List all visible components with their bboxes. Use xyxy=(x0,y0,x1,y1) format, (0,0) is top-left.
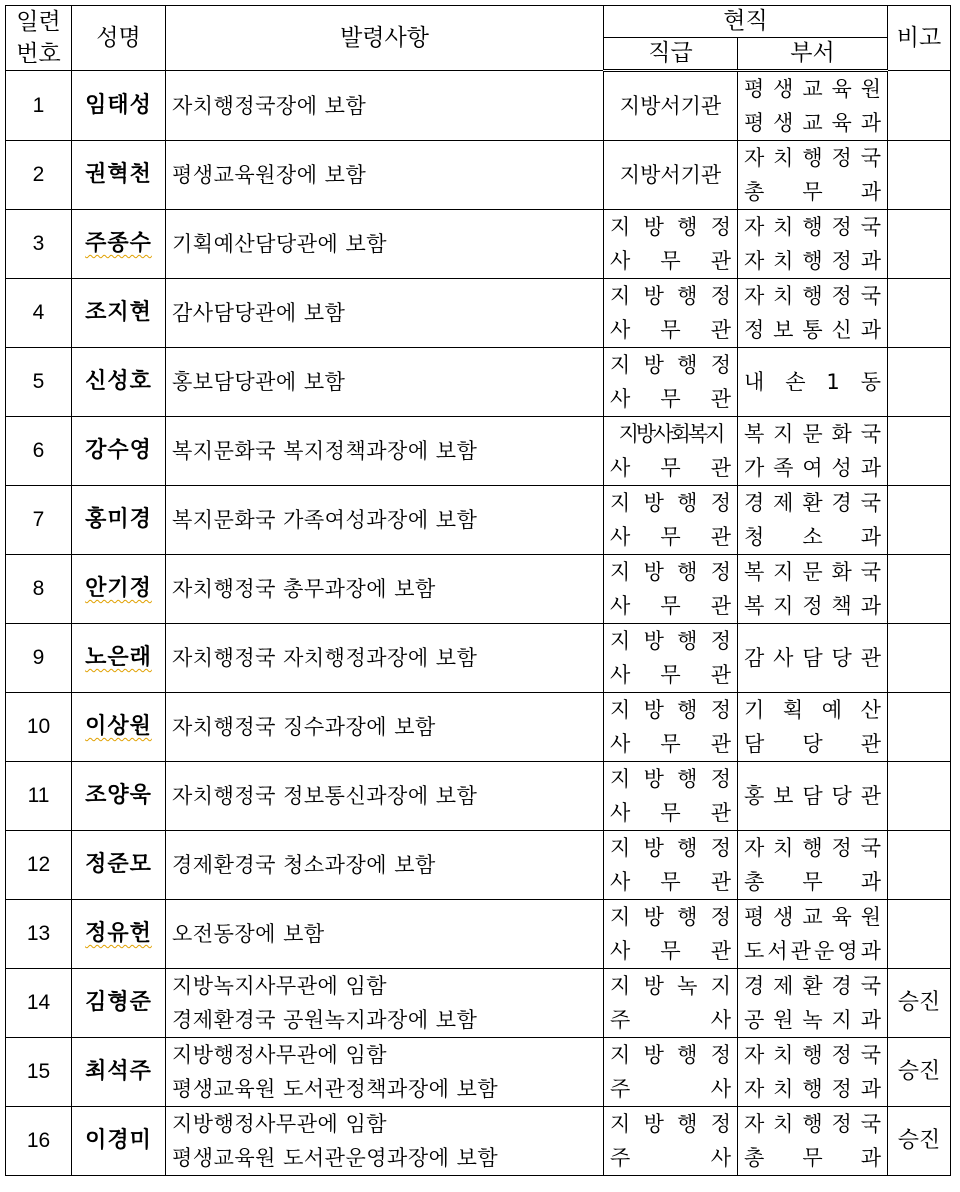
person-name-text: 홍미경 xyxy=(85,507,152,532)
current-rank-line: 지방사회복지 xyxy=(618,422,723,446)
current-rank-line: 주 사 xyxy=(610,1146,731,1170)
appointment-order-line: 지방행정사무관에 임함 xyxy=(172,1043,388,1067)
current-department xyxy=(738,486,888,555)
current-rank xyxy=(604,762,738,831)
appointment-order xyxy=(166,71,604,141)
person-name xyxy=(72,900,166,969)
table-row xyxy=(6,71,951,141)
serial-number: 10 xyxy=(6,693,72,762)
current-department-line: 자 치 행 정 국 xyxy=(744,146,881,170)
current-department xyxy=(738,141,888,210)
current-department-line: 복 지 정 책 과 xyxy=(744,594,881,618)
table-row xyxy=(6,762,951,831)
person-name xyxy=(72,969,166,1038)
remarks xyxy=(888,624,951,693)
appointment-order-line: 지방행정사무관에 임함 xyxy=(172,1112,388,1136)
appointment-order xyxy=(166,831,604,900)
current-department-line: 가 족 여 성 과 xyxy=(744,456,881,480)
current-rank-line: 사 무 관 xyxy=(610,525,731,549)
appointment-order xyxy=(166,279,604,348)
table-row xyxy=(6,348,951,417)
current-department xyxy=(738,831,888,900)
table-body xyxy=(6,71,951,1176)
current-rank-line: 사 무 관 xyxy=(610,594,731,618)
current-department-line: 기 획 예 산 xyxy=(744,698,881,722)
appointment-order-line: 경제환경국 공원녹지과장에 보함 xyxy=(172,1008,478,1032)
table-row xyxy=(6,900,951,969)
appointment-order xyxy=(166,486,604,555)
current-department-line: 공 원 녹 지 과 xyxy=(744,1008,881,1032)
current-department-line: 자 치 행 정 과 xyxy=(744,1077,881,1101)
table-row xyxy=(6,417,951,486)
table-row xyxy=(6,831,951,900)
appointment-order xyxy=(166,1107,604,1176)
current-rank xyxy=(604,279,738,348)
current-department-line: 복 지 문 화 국 xyxy=(744,422,881,446)
current-department-line: 평 생 교 육 원 xyxy=(744,77,881,101)
header-no: 일련 번호 xyxy=(6,6,72,71)
current-rank-line: 지 방 행 정 xyxy=(610,284,731,308)
appointment-order-line: 복지문화국 가족여성과장에 보함 xyxy=(172,508,478,532)
current-department-line: 자 치 행 정 국 xyxy=(744,215,881,239)
person-name-text: 최석주 xyxy=(85,1059,152,1084)
current-department-line: 자 치 행 정 국 xyxy=(744,1043,881,1067)
current-rank-line: 지방서기관 xyxy=(619,94,722,118)
current-rank-line: 사 무 관 xyxy=(610,732,731,756)
table-row xyxy=(6,693,951,762)
current-rank-line: 사 무 관 xyxy=(610,663,731,687)
appointment-order xyxy=(166,969,604,1038)
serial-number: 14 xyxy=(6,969,72,1038)
serial-number: 15 xyxy=(6,1038,72,1107)
person-name-text: 안기정 xyxy=(85,576,152,601)
current-rank-line: 주 사 xyxy=(610,1077,731,1101)
table-row xyxy=(6,279,951,348)
serial-number: 5 xyxy=(6,348,72,417)
current-department-line: 평 생 교 육 과 xyxy=(744,111,881,135)
current-department xyxy=(738,1107,888,1176)
current-department xyxy=(738,693,888,762)
current-rank xyxy=(604,900,738,969)
current-rank xyxy=(604,348,738,417)
current-rank-line: 지 방 행 정 xyxy=(610,629,731,653)
person-name xyxy=(72,279,166,348)
current-rank-line: 지방서기관 xyxy=(619,163,722,187)
current-department-line: 총 무 과 xyxy=(744,180,881,204)
person-name-text: 이경미 xyxy=(85,1128,152,1153)
person-name-text: 조양욱 xyxy=(85,783,152,808)
remarks: 승진 xyxy=(888,1107,951,1176)
appointment-order-line: 자치행정국 총무과장에 보함 xyxy=(172,577,436,601)
person-name xyxy=(72,141,166,210)
remarks xyxy=(888,279,951,348)
current-department-line: 복 지 문 화 국 xyxy=(744,560,881,584)
current-rank-line: 사 무 관 xyxy=(610,801,731,825)
current-rank-line: 지 방 행 정 xyxy=(610,698,731,722)
current-department xyxy=(738,279,888,348)
current-department-line: 자 치 행 정 국 xyxy=(744,836,881,860)
appointment-order-line: 경제환경국 청소과장에 보함 xyxy=(172,853,436,877)
person-name xyxy=(72,831,166,900)
person-name-text: 정유헌 xyxy=(85,921,152,946)
appointment-order xyxy=(166,762,604,831)
current-rank-line: 지 방 행 정 xyxy=(610,353,731,377)
serial-number: 11 xyxy=(6,762,72,831)
appointment-order-line: 평생교육원장에 보함 xyxy=(172,163,367,187)
appointment-order xyxy=(166,417,604,486)
appointment-order-line: 복지문화국 복지정책과장에 보함 xyxy=(172,439,478,463)
serial-number: 8 xyxy=(6,555,72,624)
current-rank xyxy=(604,969,738,1038)
current-rank xyxy=(604,486,738,555)
current-rank xyxy=(604,210,738,279)
current-rank-line: 사 무 관 xyxy=(610,939,731,963)
current-rank xyxy=(604,693,738,762)
current-department-line: 청 소 과 xyxy=(744,525,881,549)
appointment-order-line: 기획예산담당관에 보함 xyxy=(172,232,388,256)
remarks xyxy=(888,210,951,279)
serial-number: 4 xyxy=(6,279,72,348)
person-name-text: 주종수 xyxy=(85,231,152,256)
remarks xyxy=(888,141,951,210)
appointment-order xyxy=(166,900,604,969)
remarks xyxy=(888,71,951,141)
current-department-line: 감 사 담 당 관 xyxy=(744,646,881,670)
serial-number: 13 xyxy=(6,900,72,969)
person-name-text: 권혁천 xyxy=(85,162,152,187)
header-order: 발령사항 xyxy=(166,6,604,71)
person-name-text: 신성호 xyxy=(85,369,152,394)
person-name-text: 이상원 xyxy=(85,714,152,739)
current-department xyxy=(738,762,888,831)
appointment-order-line: 홍보담당관에 보함 xyxy=(172,370,346,394)
person-name-text: 정준모 xyxy=(85,852,152,877)
current-rank xyxy=(604,555,738,624)
current-rank xyxy=(604,624,738,693)
current-rank xyxy=(604,141,738,210)
person-name-text: 노은래 xyxy=(85,645,152,670)
current-department xyxy=(738,900,888,969)
appointment-order xyxy=(166,348,604,417)
appointment-order xyxy=(166,1038,604,1107)
serial-number: 1 xyxy=(6,71,72,141)
current-rank-line: 지 방 행 정 xyxy=(610,215,731,239)
table-row xyxy=(6,486,951,555)
current-department-line: 자 치 행 정 국 xyxy=(744,284,881,308)
person-name xyxy=(72,417,166,486)
appointment-order-line: 평생교육원 도서관정책과장에 보함 xyxy=(172,1077,499,1101)
table-row xyxy=(6,969,951,1038)
header-name: 성명 xyxy=(72,6,166,71)
remarks xyxy=(888,831,951,900)
table-row xyxy=(6,141,951,210)
person-name xyxy=(72,71,166,141)
appointment-order xyxy=(166,693,604,762)
appointment-order-line: 평생교육원 도서관운영과장에 보함 xyxy=(172,1146,499,1170)
serial-number: 6 xyxy=(6,417,72,486)
remarks xyxy=(888,762,951,831)
current-rank-line: 지 방 행 정 xyxy=(610,1043,731,1067)
header-rank: 직급 xyxy=(604,37,738,70)
current-department-line: 총 무 과 xyxy=(744,870,881,894)
remarks: 승진 xyxy=(888,1038,951,1107)
person-name xyxy=(72,624,166,693)
table-row xyxy=(6,1107,951,1176)
person-name xyxy=(72,210,166,279)
current-department xyxy=(738,71,888,141)
appointment-order-line: 오전동장에 보함 xyxy=(172,922,325,946)
person-name xyxy=(72,693,166,762)
remarks xyxy=(888,486,951,555)
current-rank xyxy=(604,417,738,486)
person-name xyxy=(72,1038,166,1107)
current-rank-line: 사 무 관 xyxy=(610,318,731,342)
header-note: 비고 xyxy=(888,6,951,71)
appointment-order xyxy=(166,141,604,210)
serial-number: 16 xyxy=(6,1107,72,1176)
current-department-line: 도 서 관 운 영 과 xyxy=(744,939,881,963)
current-department xyxy=(738,348,888,417)
current-department-line: 정 보 통 신 과 xyxy=(744,318,881,342)
table-row xyxy=(6,210,951,279)
current-rank-line: 지 방 녹 지 xyxy=(610,974,731,998)
remarks: 승진 xyxy=(888,969,951,1038)
appointment-order xyxy=(166,624,604,693)
current-department xyxy=(738,624,888,693)
current-department-line: 경 제 환 경 국 xyxy=(744,491,881,515)
remarks xyxy=(888,900,951,969)
table-row xyxy=(6,1038,951,1107)
appointment-order-line: 자치행정국 자치행정과장에 보함 xyxy=(172,646,478,670)
appointment-order-line: 지방녹지사무관에 임함 xyxy=(172,974,388,998)
current-department-line: 경 제 환 경 국 xyxy=(744,974,881,998)
header-current: 현직 xyxy=(604,6,888,38)
current-rank-line: 지 방 행 정 xyxy=(610,905,731,929)
current-rank-line: 사 무 관 xyxy=(610,387,731,411)
appointment-order xyxy=(166,210,604,279)
current-department-line: 내 손 1 동 xyxy=(744,370,881,394)
serial-number: 7 xyxy=(6,486,72,555)
serial-number: 2 xyxy=(6,141,72,210)
current-department-line: 총 무 과 xyxy=(744,1146,881,1170)
current-department xyxy=(738,210,888,279)
remarks xyxy=(888,555,951,624)
person-name-text: 임태성 xyxy=(85,92,152,118)
serial-number: 12 xyxy=(6,831,72,900)
current-department-line: 홍 보 담 당 관 xyxy=(744,784,881,808)
serial-number: 3 xyxy=(6,210,72,279)
current-rank-line: 지 방 행 정 xyxy=(610,836,731,860)
current-department xyxy=(738,417,888,486)
remarks xyxy=(888,693,951,762)
person-name xyxy=(72,348,166,417)
current-rank-line: 사 무 관 xyxy=(610,870,731,894)
remarks xyxy=(888,348,951,417)
current-rank-line: 지 방 행 정 xyxy=(610,1112,731,1136)
current-department xyxy=(738,1038,888,1107)
personnel-table xyxy=(5,5,951,1176)
current-rank-line: 사 무 관 xyxy=(610,249,731,273)
person-name-text: 조지현 xyxy=(85,300,152,325)
remarks xyxy=(888,417,951,486)
current-department xyxy=(738,555,888,624)
appointment-order-line: 감사담당관에 보함 xyxy=(172,301,346,325)
appointment-order xyxy=(166,555,604,624)
table-row xyxy=(6,555,951,624)
person-name-text: 김형준 xyxy=(85,990,152,1015)
appointment-order-line: 자치행정국장에 보함 xyxy=(172,93,367,118)
table-row xyxy=(6,624,951,693)
person-name-text: 강수영 xyxy=(85,438,152,463)
current-rank xyxy=(604,1107,738,1176)
header-row-top xyxy=(6,6,951,38)
appointment-order-line: 자치행정국 정보통신과장에 보함 xyxy=(172,784,478,808)
current-rank xyxy=(604,831,738,900)
current-department-line: 담 당 관 xyxy=(744,732,881,756)
current-department xyxy=(738,969,888,1038)
current-rank-line: 지 방 행 정 xyxy=(610,491,731,515)
appointment-order-line: 자치행정국 징수과장에 보함 xyxy=(172,715,436,739)
serial-number: 9 xyxy=(6,624,72,693)
person-name xyxy=(72,762,166,831)
current-department-line: 평 생 교 육 원 xyxy=(744,905,881,929)
current-rank-line: 지 방 행 정 xyxy=(610,767,731,791)
current-rank xyxy=(604,71,738,141)
current-department-line: 자 치 행 정 과 xyxy=(744,249,881,273)
current-rank xyxy=(604,1038,738,1107)
header-dept: 부서 xyxy=(738,37,888,70)
person-name xyxy=(72,555,166,624)
person-name xyxy=(72,486,166,555)
current-department-line: 자 치 행 정 국 xyxy=(744,1112,881,1136)
current-rank-line: 주 사 xyxy=(610,1008,731,1032)
current-rank-line: 지 방 행 정 xyxy=(610,560,731,584)
person-name xyxy=(72,1107,166,1176)
current-rank-line: 사 무 관 xyxy=(610,456,731,480)
